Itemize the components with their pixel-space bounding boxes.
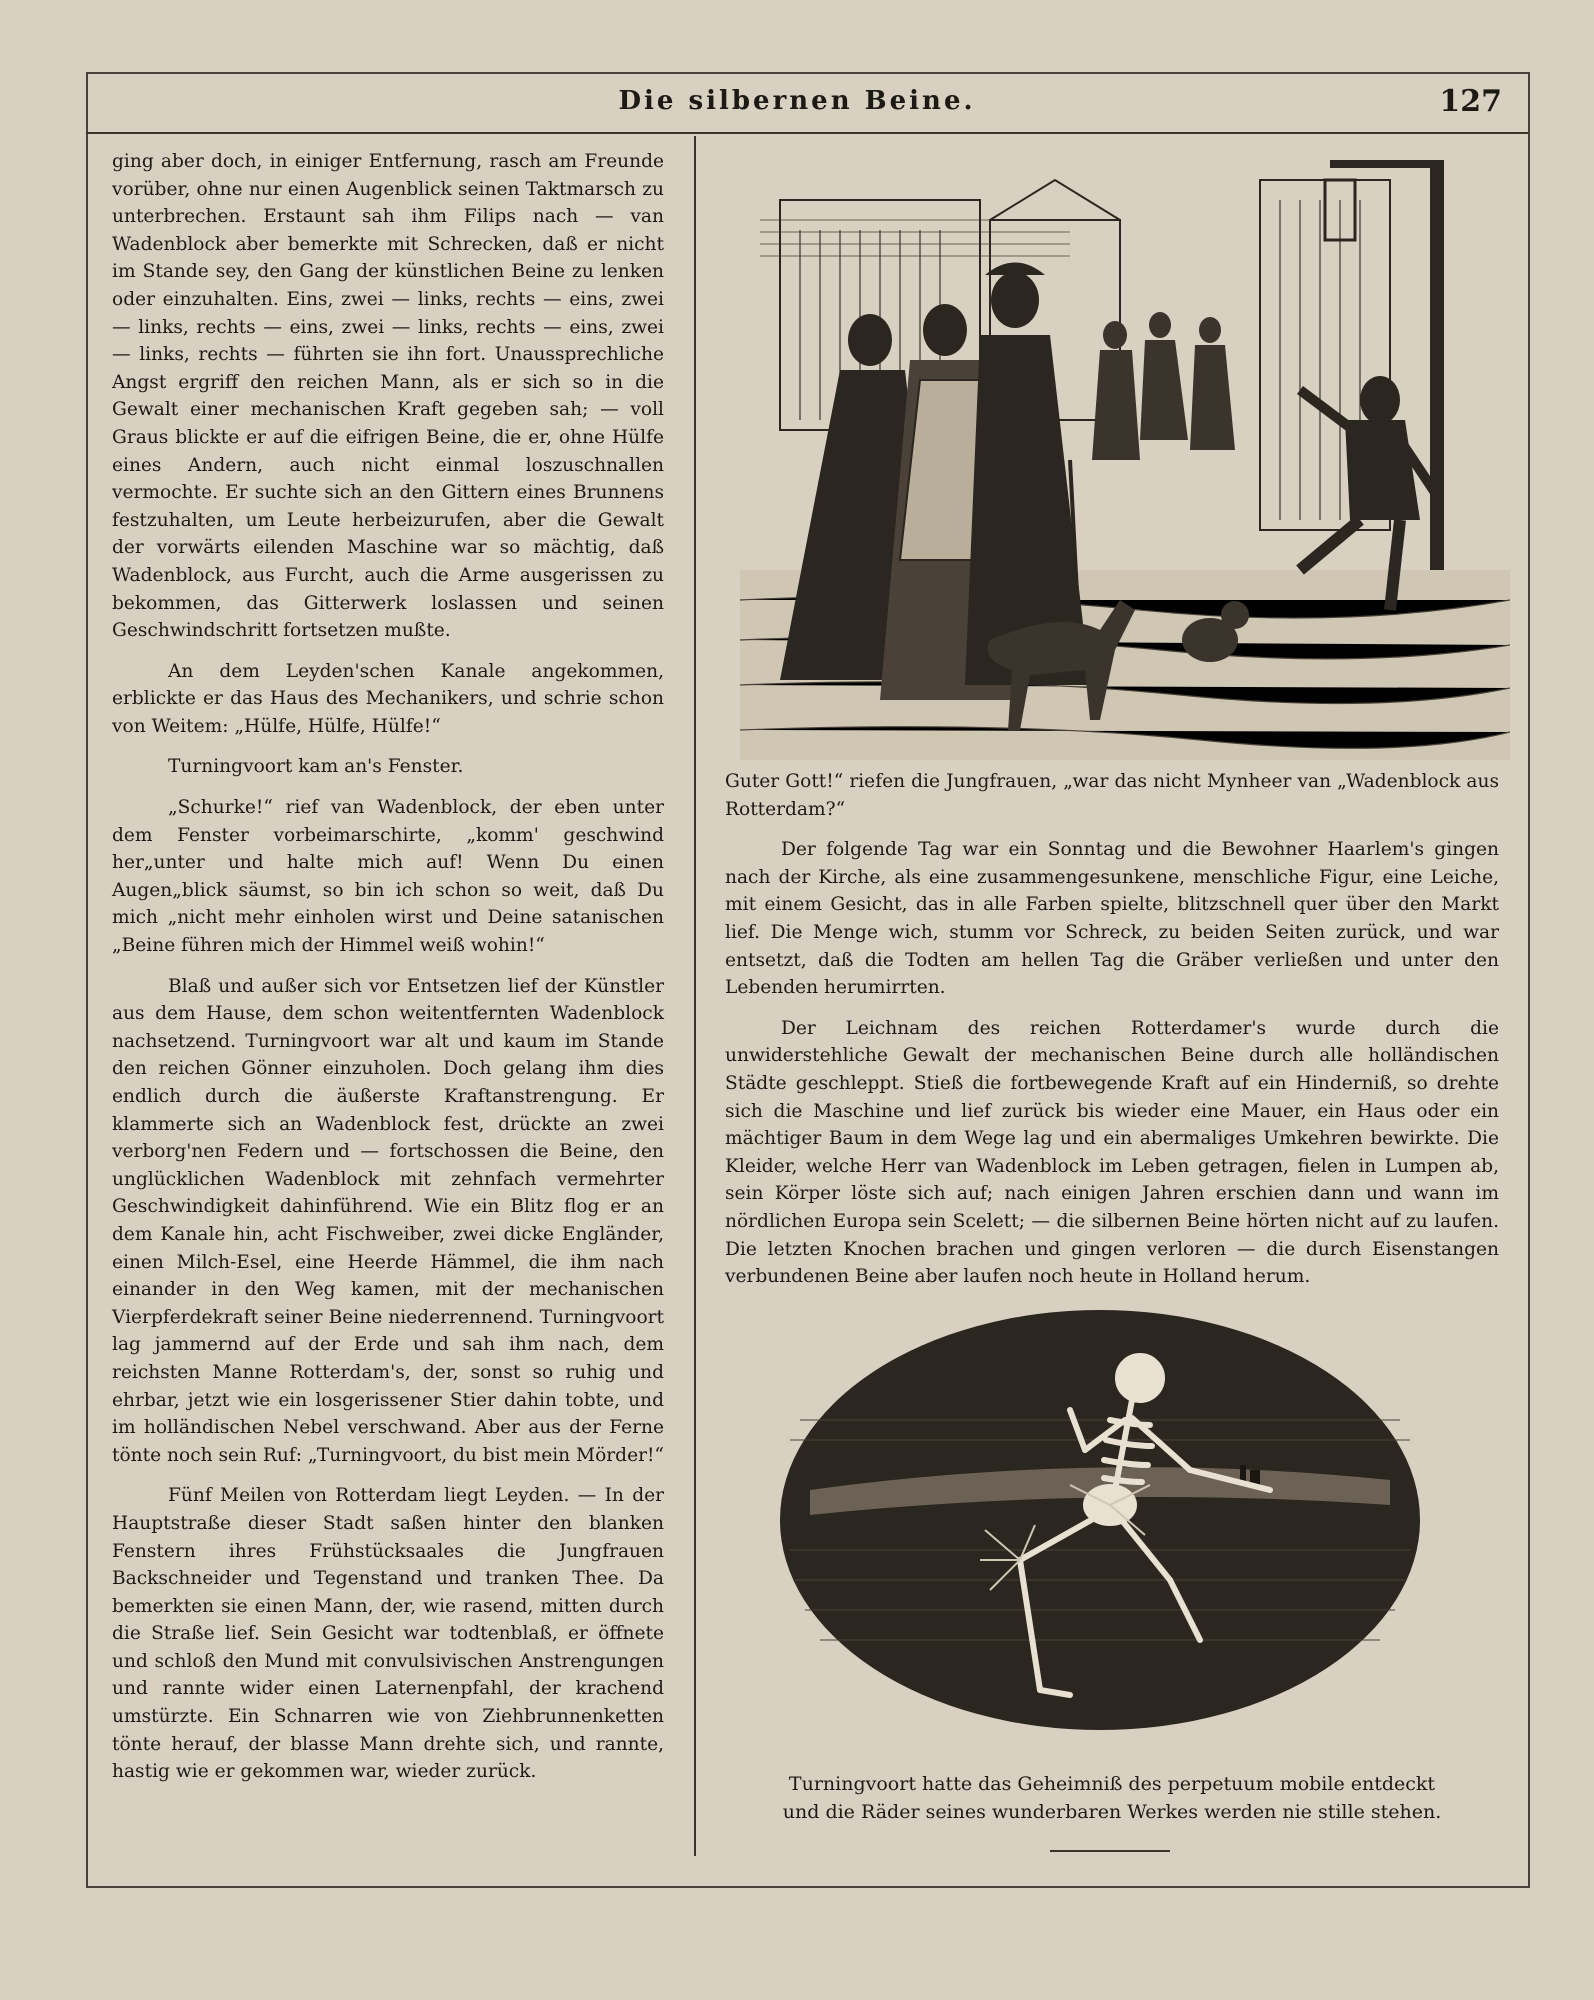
paragraph: Fünf Meilen von Rotterdam liegt Leyden. — In der Hauptstraße dieser Stadt saßen hinter den blanken Fenstern ihres Frühstücksaales die Jungfrauen Backschneider und Tegenstand und tranken Thee. Da bemerkten sie einen Mann, der, wie rasend, mitten durch die Straße lief. Sein Gesicht war todtenblaß, er öffnete und schloß den Mund mit convulsivischen Anstrengungen und rannte wider einen Laternenpfahl, der krachend umstürzte. Ein Schnarren wie von Ziehbrunnenketten tönte herauf, der blasse Mann drehte sich, und rannte, hastig wie er gekommen war, wieder zurück. bbox=[112, 1485, 664, 1783]
running-title: Die silbernen Beine. bbox=[618, 86, 976, 116]
column-rule bbox=[694, 136, 696, 1856]
paragraph: ging aber doch, in einiger Entfernung, rasch am Freunde vorüber, ohne nur einen Augenblick seinen Taktmarsch zu unterbrechen. Erstaunt sah ihm Filips nach — van Wadenblock aber bemerkte mit Schrecken, daß er nicht im Stande sey, den Gang der künstlichen Beine zu lenken oder einzuhalten. Eins, zwei — links, rechts — eins, zwei — links, rechts — eins, zwei — links, rechts — eins, zwei — links, rechts — führten sie ihn fort. Unaussprechliche Angst ergriff den reichen Mann, als er sich so in die Gewalt einer mechanischen Kraft gegeben sah; — voll Graus blickte er auf die eifrigen Beine, die er, ohne Hülfe eines Andern, auch nicht einmal loszuschnallen vermochte. Er suchte sich an den Gittern eines Brunnens festzuhalten, um Leute herbeizurufen, aber die Gewalt der vorwärts eilenden Maschine war so mächtig, daß Wadenblock, aus Furcht, auch die Arme ausgerissen zu bekommen, das Gitterwerk loslassen und seinen Geschwindschritt fortsetzen mußte. bbox=[112, 151, 664, 642]
paragraph: Guter Gott!“ riefen die Jungfrauen, „war das nicht Mynheer van „Wadenblock aus Rotterdam?“ bbox=[725, 771, 1499, 820]
caption-line: Turningvoort hatte das Geheimniß des perpetuum mobile entdeckt bbox=[788, 1773, 1436, 1795]
page-number: 127 bbox=[1439, 84, 1502, 119]
paragraph: Blaß und außer sich vor Entsetzen lief der Künstler aus dem Hause, dem schon weitentfernten Wadenblock nachsetzend. Turningvoort war alt und kaum im Stande den reichen Gönner einzuholen. Doch gelang ihm dies endlich durch die äußerste Kraftanstrengung. Er klammerte sich an Wadenblock fest, drückte an zwei verborg'nen Federn und — fortschossen die Beine, den unglücklichen Wadenblock mit zehnfach vermehrter Geschwindigkeit dahinführend. Wie ein Blitz flog er an dem Kanale hin, acht Fischweiber, zwei dicke Engländer, einen Milch-Esel, eine Heerde Hämmel, die ihm nach einander in den Weg kamen, mit der mechanischen Vierpferdekraft seiner Beine niederrennend. Turningvoort lag jammernd auf der Erde und sah ihm nach, dem reichsten Manne Rotterdam's, der, sonst so ruhig und ehrbar, jetzt wie ein losgerissener Stier dahin tobte, und im holländischen Nebel verschwand. Aber aus der Ferne tönte noch sein Ruf: „Turningvoort, du bist mein Mörder!“ bbox=[112, 975, 664, 1466]
closing-caption bbox=[725, 1770, 1499, 1826]
street-scene-illustration bbox=[740, 140, 1510, 760]
paragraph: Der Leichnam des reichen Rotterdamer's wurde durch die unwiderstehliche Gewalt der mechanischen Beine durch alle holländischen Städte geschleppt. Stieß die fortbewegende Kraft auf ein Hinderniß, so drehte sich die Maschine und lief zurück bis wieder eine Mauer, ein Haus oder ein mächtiger Baum in dem Wege lag und ein abermaliges Umkehren bewirkte. Die Kleider, welche Herr van Wadenblock im Leben getragen, fielen in Lumpen ab, sein Körper löste sich auf; nach einigen Jahren erschien dann und wann im nördlichen Europa sein Scelett; — die silbernen Beine hörten nicht auf zu laufen. Die letzten Knochen brachen und gingen verloren — die durch Eisenstangen verbundenen Beine aber laufen noch heute in Holland herum. bbox=[725, 1017, 1499, 1288]
paragraph: Der folgende Tag war ein Sonntag und die Bewohner Haarlem's gingen nach der Kirche, als eine zusammengesunkene, menschliche Figur, eine Leiche, mit einem Gesicht, das in alle Farben spielte, blitzschnell quer über den Markt lief. Die Menge wich, stumm vor Schreck, zu beiden Seiten zurück, und war entsetzt, daß die Todten am hellen Tag die Gräber verließen und unter den Lebenden herumirrten. bbox=[725, 839, 1499, 999]
end-rule bbox=[1050, 1850, 1170, 1852]
paragraph: An dem Leyden'schen Kanale angekommen, erblickte er das Haus des Mechanikers, und schrie schon von Weitem: „Hülfe, Hülfe, Hülfe!“ bbox=[112, 660, 664, 737]
header-rule bbox=[86, 132, 1528, 134]
caption-line: und die Räder seines wunderbaren Werkes werden nie stille stehen. bbox=[782, 1801, 1442, 1823]
right-column bbox=[725, 768, 1499, 1304]
left-column bbox=[112, 148, 664, 1799]
paragraph: Turningvoort kam an's Fenster. bbox=[168, 756, 464, 778]
running-skeleton-illustration bbox=[770, 1300, 1430, 1730]
paragraph: „Schurke!“ rief van Wadenblock, der eben unter dem Fenster vorbeimarschirte, „komm' geschwind her„unter und halte mich auf! Wenn Du einen Augen„blick säumst, so bin ich schon so weit, daß Du mich „nicht mehr einholen wirst und Deine satanischen „Beine führen mich der Himmel weiß wohin!“ bbox=[112, 797, 664, 957]
